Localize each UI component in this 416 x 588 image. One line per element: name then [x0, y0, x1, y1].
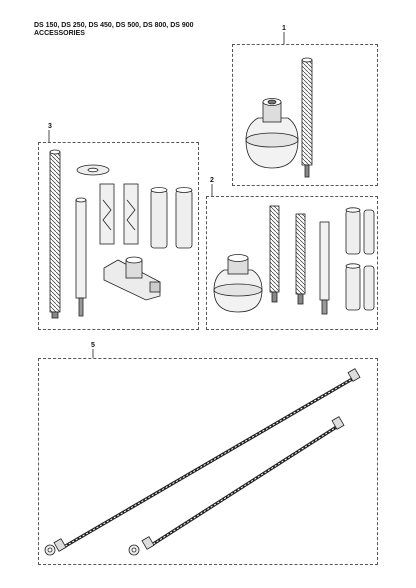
item-5-long-rod-lower [129, 417, 344, 555]
callout-2: 2 [210, 177, 214, 184]
item-5-long-rod-upper [45, 369, 360, 555]
item-3-expansion-anchors [100, 184, 192, 248]
item-2-threaded-rods [270, 206, 305, 304]
item-2-base-nut [214, 255, 262, 313]
callout-5: 5 [91, 342, 95, 349]
model-list: DS 150, DS 250, DS 450, DS 500, DS 800, DS 900 [34, 22, 194, 29]
item-1-threaded-rod [302, 58, 312, 177]
item-2-anchors [346, 208, 374, 310]
item-3-setting-tool [76, 198, 86, 316]
item-2-setting-tool [320, 222, 329, 314]
item-1-base-nut [246, 99, 298, 169]
callout-1: 1 [282, 25, 286, 32]
callout-3: 3 [48, 123, 52, 130]
item-3-threaded-rod [50, 150, 60, 318]
section-title: ACCESSORIES [34, 30, 85, 37]
item-3-clamp [104, 257, 160, 300]
item-3-washer [77, 165, 109, 175]
